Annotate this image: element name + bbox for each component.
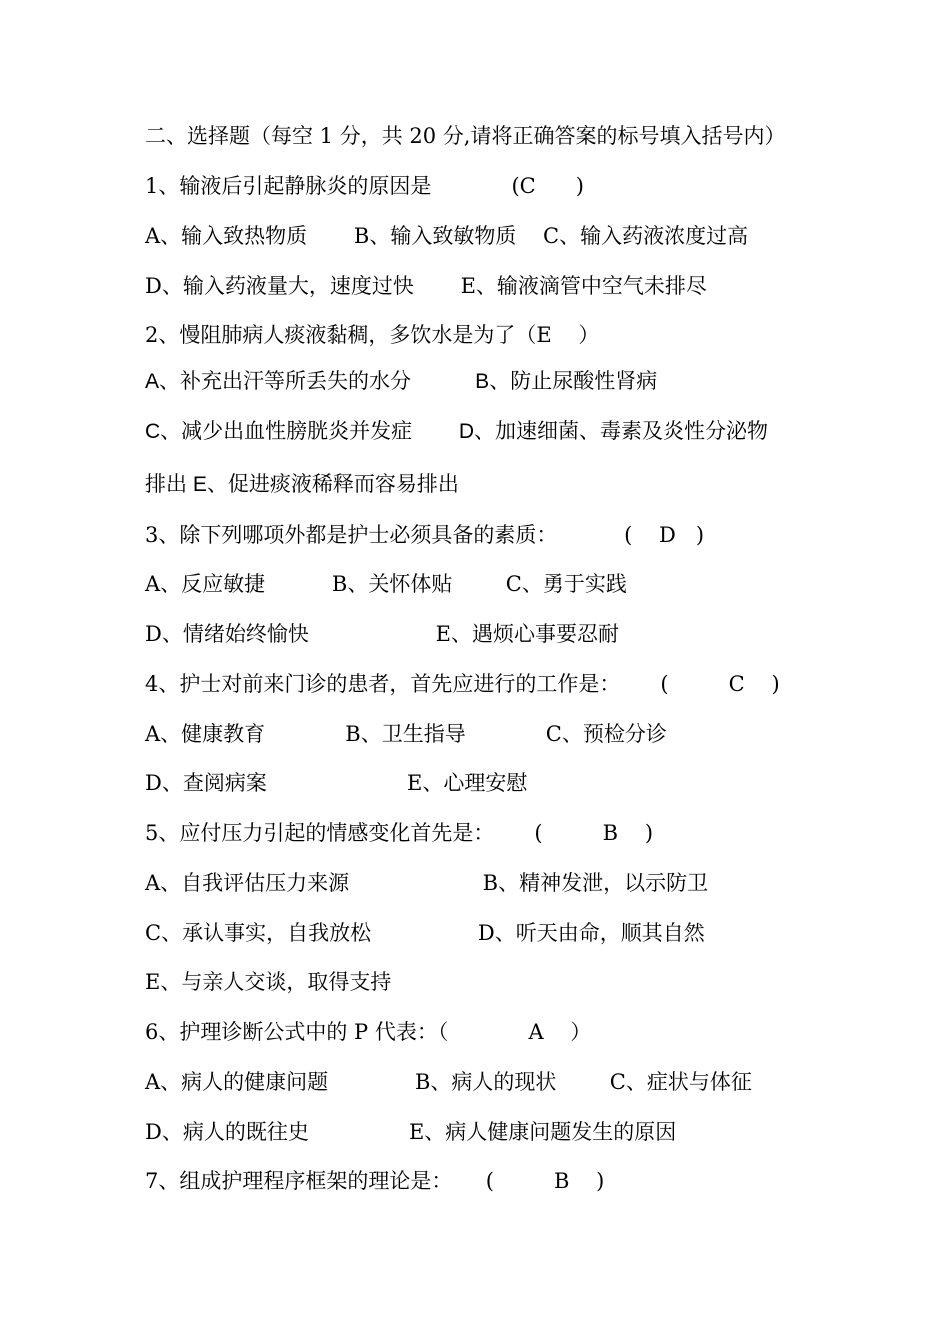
question-4-options-a-c: A、健康教育 B、卫生指导 C、预检分诊: [145, 722, 667, 746]
question-6-options-d-e: D、病人的既往史 E、病人健康问题发生的原因: [145, 1120, 677, 1144]
question-6: 6、护理诊断公式中的 P 代表：（ A ）: [145, 1020, 592, 1044]
question-5-option-e: E、与亲人交谈，取得支持: [145, 970, 392, 994]
question-5-options-a-b: A、自我评估压力来源 B、精神发泄，以示防卫: [145, 871, 709, 895]
question-2-option-e: 排出 E、促进痰液稀释而容易排出: [145, 473, 459, 496]
section-title: 二、选择题（每空 1 分，共 20 分,请将正确答案的标号填入括号内）: [145, 124, 786, 148]
question-1-options-a-c: A、输入致热物质 B、输入致敏物质 C、输入药液浓度过高: [145, 224, 749, 248]
question-2-options-a-b: A、补充出汗等所丢失的水分 B、防止尿酸性肾病: [145, 370, 658, 393]
question-3-options-a-c: A、反应敏捷 B、关怀体贴 C、勇于实践: [145, 572, 627, 596]
question-4: 4、护士对前来门诊的患者，首先应进行的工作是： ( C ): [145, 672, 780, 696]
question-5-options-c-d: C、承认事实，自我放松 D、听天由命，顺其自然: [145, 921, 705, 945]
question-5: 5、应付压力引起的情感变化首先是： ( B ): [145, 821, 654, 845]
question-2: 2、慢阻肺病人痰液黏稠，多饮水是为了（E ）: [145, 323, 600, 347]
question-6-options-a-c: A、病人的健康问题 B、病人的现状 C、症状与体征: [145, 1070, 752, 1094]
question-1: 1、输液后引起静脉炎的原因是 (C ): [145, 174, 584, 198]
question-3-options-d-e: D、情绪始终愉快 E、遇烦心事要忍耐: [145, 622, 619, 646]
question-1-options-d-e: D、输入药液量大，速度过快 E、输液滴管中空气未排尽: [145, 274, 707, 298]
question-2-options-c-d: C、减少出血性膀胱炎并发症 D、加速细菌、毒素及炎性分泌物: [145, 420, 769, 443]
question-3: 3、除下列哪项外都是护士必须具备的素质： ( D ): [145, 523, 705, 547]
question-4-options-d-e: D、查阅病案 E、心理安慰: [145, 771, 528, 795]
question-7: 7、组成护理程序框架的理论是： ( B ): [145, 1169, 605, 1193]
